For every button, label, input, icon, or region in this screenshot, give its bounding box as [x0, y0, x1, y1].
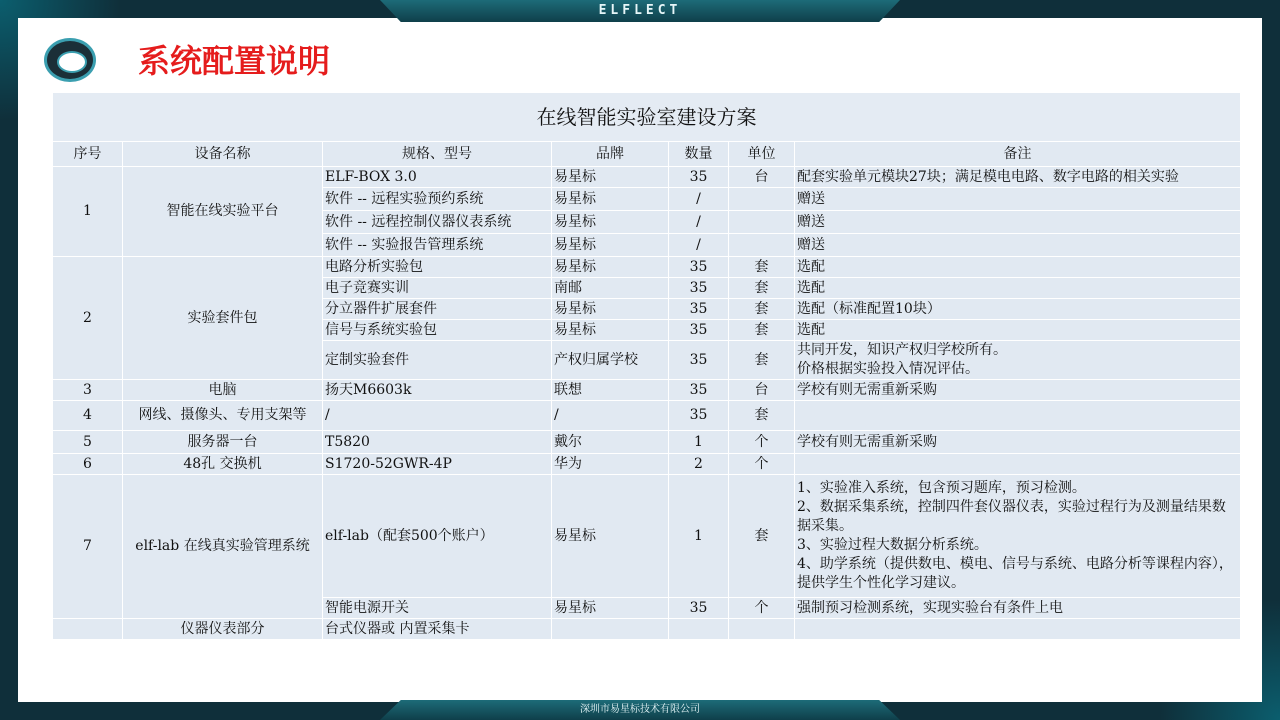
row-remark [795, 341, 1241, 380]
row-remark: 选配（标准配置10块） [795, 299, 1241, 320]
header-brand: 品牌 [552, 142, 669, 167]
remark-line: 4、助学系统（提供数电、模电、信号与系统、电路分析等课程内容），提供学生个性化学习建议。 [797, 556, 1233, 591]
table-row [53, 619, 1241, 640]
row-remark: 学校有则无需重新采购 [795, 380, 1241, 401]
row-index: 4 [53, 401, 123, 431]
row-spec: 电子竞赛实训 [323, 278, 552, 299]
row-remark: 选配 [795, 278, 1241, 299]
remark-line: 2、数据采集系统，控制四件套仪器仪表，实验过程行为及测量结果数据采集。 [797, 499, 1226, 534]
remark-line: 共同开发，知识产权归学校所有。 [797, 342, 1007, 358]
row-spec: 软件 -- 远程实验预约系统 [323, 188, 552, 211]
row-remark: 学校有则无需重新采购 [795, 431, 1241, 454]
table-row [53, 167, 1241, 188]
company-footer: 深圳市易星标技术有限公司 [580, 704, 700, 715]
header-device: 设备名称 [123, 142, 323, 167]
row-qty: 35 [669, 380, 729, 401]
table-row [53, 454, 1241, 475]
row-spec: ELF-BOX 3.0 [323, 167, 552, 188]
row-device: 网线、摄像头、专用支架等 [123, 401, 323, 431]
row-qty: 35 [669, 401, 729, 431]
row-remark [795, 619, 1241, 640]
row-brand: 易星标 [552, 257, 669, 278]
row-device: 智能在线实验平台 [123, 167, 323, 257]
row-unit: 个 [729, 598, 795, 619]
row-index: 1 [53, 167, 123, 257]
row-device: 48孔 交换机 [123, 454, 323, 475]
row-brand: 易星标 [552, 211, 669, 234]
row-unit: 套 [729, 257, 795, 278]
elf-badge-logo-icon [44, 38, 96, 82]
row-brand: 易星标 [552, 234, 669, 257]
row-qty: 1 [669, 475, 729, 598]
row-unit [729, 234, 795, 257]
row-device: elf-lab 在线真实验管理系统 [123, 475, 323, 619]
row-index: 7 [53, 475, 123, 619]
row-unit: 套 [729, 278, 795, 299]
table-row [53, 431, 1241, 454]
header-unit: 单位 [729, 142, 795, 167]
header-qty: 数量 [669, 142, 729, 167]
row-qty: 2 [669, 454, 729, 475]
row-index: 6 [53, 454, 123, 475]
row-spec: 定制实验套件 [323, 341, 552, 380]
config-table-container [52, 92, 1240, 640]
row-qty: / [669, 234, 729, 257]
table-caption: 在线智能实验室建设方案 [53, 93, 1241, 142]
row-index: 3 [53, 380, 123, 401]
row-remark: 选配 [795, 257, 1241, 278]
row-qty: 1 [669, 431, 729, 454]
remark-line: 3、实验过程大数据分析系统。 [797, 537, 988, 553]
row-spec: T5820 [323, 431, 552, 454]
row-spec: S1720-52GWR-4P [323, 454, 552, 475]
row-remark: 赠送 [795, 188, 1241, 211]
config-table [52, 92, 1241, 640]
row-brand: 易星标 [552, 598, 669, 619]
table-row [53, 257, 1241, 278]
row-brand [552, 619, 669, 640]
row-brand: / [552, 401, 669, 431]
row-brand: 易星标 [552, 188, 669, 211]
row-unit: 个 [729, 454, 795, 475]
row-brand: 易星标 [552, 320, 669, 341]
row-brand: 易星标 [552, 299, 669, 320]
row-spec: 台式仪器或 内置采集卡 [323, 619, 552, 640]
row-brand: 南邮 [552, 278, 669, 299]
row-spec: 软件 -- 远程控制仪器仪表系统 [323, 211, 552, 234]
row-device: 服务器一台 [123, 431, 323, 454]
row-remark: 赠送 [795, 234, 1241, 257]
row-unit: 套 [729, 401, 795, 431]
row-remark [795, 401, 1241, 431]
header-remark: 备注 [795, 142, 1241, 167]
row-qty: 35 [669, 257, 729, 278]
row-remark: 配套实验单元模块27块；满足模电电路、数字电路的相关实验 [795, 167, 1241, 188]
row-spec: 信号与系统实验包 [323, 320, 552, 341]
row-qty: / [669, 211, 729, 234]
row-qty: 35 [669, 278, 729, 299]
table-header-row [53, 142, 1241, 167]
row-unit: 台 [729, 167, 795, 188]
row-spec: 智能电源开关 [323, 598, 552, 619]
row-spec: 分立器件扩展套件 [323, 299, 552, 320]
row-brand: 华为 [552, 454, 669, 475]
row-remark: 赠送 [795, 211, 1241, 234]
row-remark [795, 475, 1241, 598]
row-spec: / [323, 401, 552, 431]
remark-line: 1、实验准入系统，包含预习题库，预习检测。 [797, 480, 1086, 496]
row-device: 实验套件包 [123, 257, 323, 380]
row-spec: 电路分析实验包 [323, 257, 552, 278]
row-unit [729, 619, 795, 640]
row-index: 5 [53, 431, 123, 454]
row-brand: 易星标 [552, 167, 669, 188]
row-unit: 套 [729, 299, 795, 320]
row-qty: 35 [669, 598, 729, 619]
row-device: 仪器仪表部分 [123, 619, 323, 640]
row-unit [729, 211, 795, 234]
row-index: 2 [53, 257, 123, 380]
row-brand: 易星标 [552, 475, 669, 598]
table-row [53, 475, 1241, 598]
row-spec: 扬天M6603k [323, 380, 552, 401]
row-qty [669, 619, 729, 640]
row-remark: 强制预习检测系统，实现实验台有条件上电 [795, 598, 1241, 619]
row-unit: 台 [729, 380, 795, 401]
row-brand: 戴尔 [552, 431, 669, 454]
row-brand: 产权归属学校 [552, 341, 669, 380]
row-index [53, 619, 123, 640]
row-remark: 选配 [795, 320, 1241, 341]
brand-logo-text: ELFLECT [598, 3, 682, 18]
row-spec: elf-lab（配套500个账户） [323, 475, 552, 598]
row-qty: 35 [669, 341, 729, 380]
row-qty: 35 [669, 320, 729, 341]
row-unit: 套 [729, 320, 795, 341]
row-brand: 联想 [552, 380, 669, 401]
table-row [53, 380, 1241, 401]
header-index: 序号 [53, 142, 123, 167]
row-device: 电脑 [123, 380, 323, 401]
row-qty: 35 [669, 299, 729, 320]
row-unit: 套 [729, 341, 795, 380]
slide-title: 系统配置说明 [138, 42, 331, 80]
row-qty: / [669, 188, 729, 211]
header-spec: 规格、型号 [323, 142, 552, 167]
row-unit: 个 [729, 431, 795, 454]
row-spec: 软件 -- 实验报告管理系统 [323, 234, 552, 257]
row-remark [795, 454, 1241, 475]
row-unit: 套 [729, 475, 795, 598]
table-row [53, 401, 1241, 431]
row-unit [729, 188, 795, 211]
row-qty: 35 [669, 167, 729, 188]
remark-line: 价格根据实验投入情况评估。 [797, 361, 979, 377]
